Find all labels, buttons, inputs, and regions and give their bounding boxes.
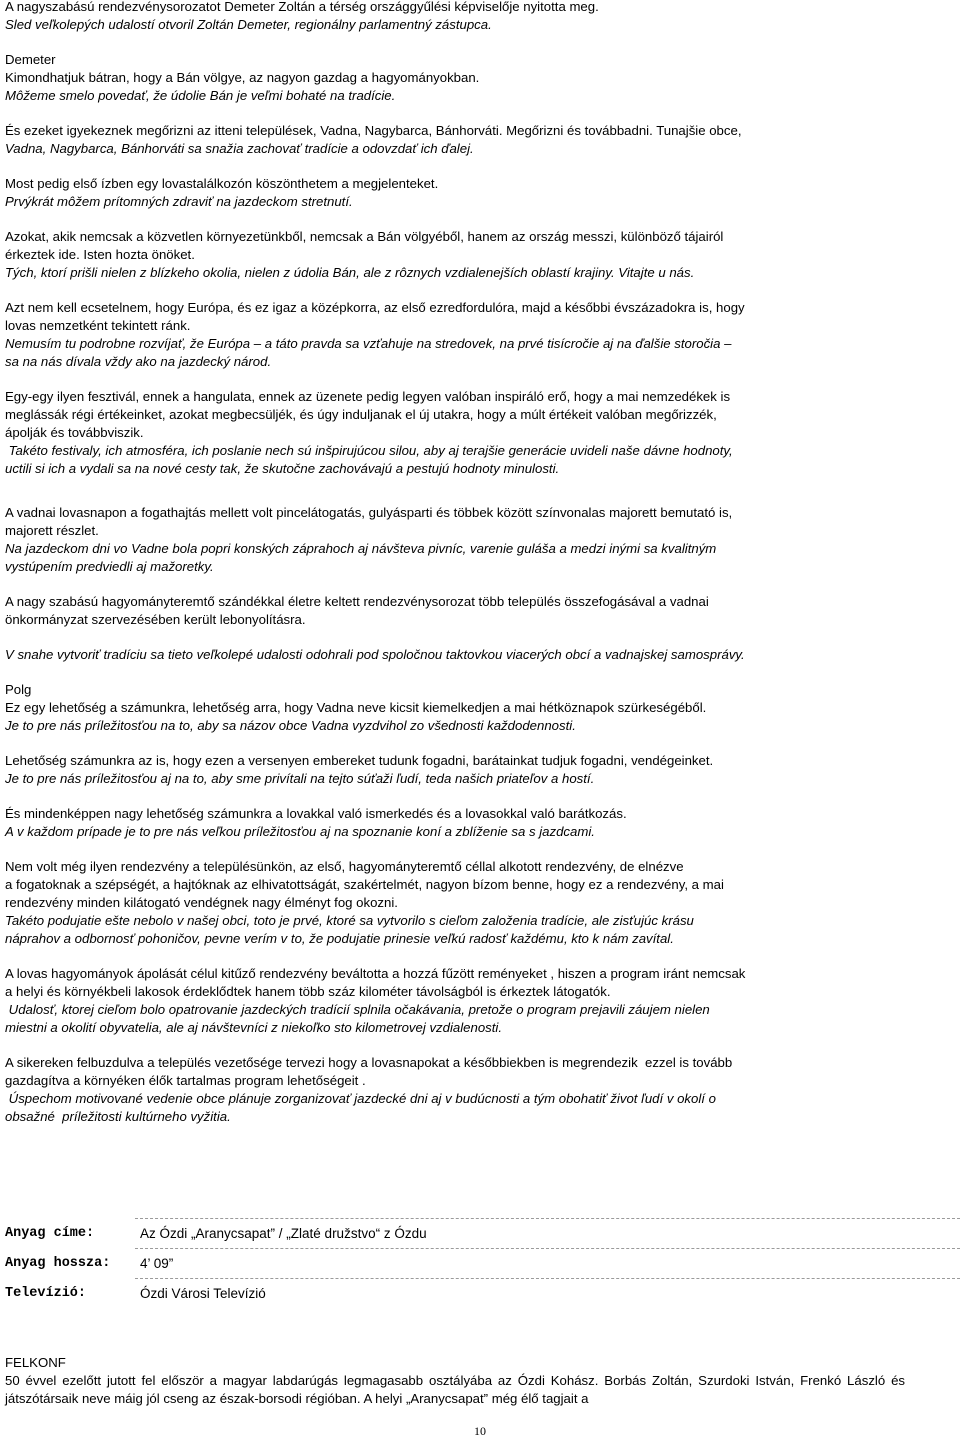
paragraph bbox=[5, 593, 905, 629]
hungarian-text-line: ápolják és továbbviszik. bbox=[5, 425, 144, 440]
hungarian-text-line: És ezeket igyekeznek megőrizni az itteni települések, Vadna, Nagybarca, Bánhorváti. Megőrizni és továbbadni. Tunajšie obce, bbox=[5, 123, 742, 138]
paragraph bbox=[5, 122, 905, 158]
felkonf-text: 50 évvel ezelőtt jutott fel először a magyar labdarúgás legmagasabb osztályába az Ózdi Kohász. Borbás Zoltán, Szurdoki István, Frenkó László és játszótársaik neve máig jól cseng az észak-borsodi régióban. A helyi „Aranycsapat” még élő tagjait a bbox=[5, 1373, 905, 1406]
television-row bbox=[5, 1278, 960, 1308]
slovak-translation-line: miestni a okolití obyvatelia, ale aj návštevníci z niekoľko sto kilometrovej vzdialenosti. bbox=[5, 1020, 503, 1035]
material-length-label: Anyag hossza: bbox=[5, 1256, 111, 1271]
slovak-translation-line: Prvýkrát môžem prítomných zdraviť na jazdeckom stretnutí. bbox=[5, 194, 353, 209]
material-info bbox=[5, 1218, 960, 1308]
hungarian-text-line: A vadnai lovasnapon a fogathajtás mellett volt pincelátogatás, gulyásparti és többek között színvonalas majorett bemutató is, bbox=[5, 505, 733, 520]
slovak-translation-line: V snahe vytvoriť tradíciu sa tieto veľkolepé udalosti odohrali pod spoločnou taktovkou viacerých obcí a vadnajskej samosprávy. bbox=[5, 647, 745, 662]
slovak-translation-line: Tých, ktorí prišli nielen z blízkeho okolia, nielen z údolia Bán, ale z rôznych vzdialenejších oblastí krajiny. Vitajte u nás. bbox=[5, 265, 695, 280]
slovak-translation-line: Vadna, Nagybarca, Bánhorváti sa snažia zachovať tradície a odovzdať ich ďalej. bbox=[5, 141, 474, 156]
material-title-value: Az Ózdi „Aranycsapat” / „Zlaté družstvo“ z Ózdu bbox=[135, 1218, 960, 1243]
hungarian-text-line: És mindenképpen nagy lehetőség számunkra a lovakkal való ismerkedés és a lovasokkal való barátkozás. bbox=[5, 806, 627, 821]
hungarian-text-line: Kimondhatjuk bátran, hogy a Bán völgye, az nagyon gazdag a hagyományokban. bbox=[5, 70, 480, 85]
hungarian-text-line: A nagy szabású hagyományteremtő szándékkal életre keltett rendezvénysorozat több település összefogásával a vadnai bbox=[5, 594, 709, 609]
hungarian-text-line: majorett részlet. bbox=[5, 523, 99, 538]
paragraph bbox=[5, 228, 905, 282]
paragraph bbox=[5, 299, 905, 371]
slovak-translation-line: sa na nás dívala vždy ako na jazdecký národ. bbox=[5, 354, 272, 369]
hungarian-text-line: Demeter bbox=[5, 52, 56, 67]
hungarian-text-line: Nem volt még ilyen rendezvény a településünkön, az első, hagyományteremtő céllal alkotott rendezvény, de elnézve bbox=[5, 859, 684, 874]
paragraph bbox=[5, 858, 905, 948]
slovak-translation-line: Na jazdeckom dni vo Vadne bola popri konských záprahoch aj návšteva pivníc, varenie guláša a medzi inými sa kvalitným bbox=[5, 541, 717, 556]
slovak-translation-line: Je to pre nás príležitosťou na to, aby sa názov obce Vadna vyzdvihol zo všednosti každodennosti. bbox=[5, 718, 576, 733]
hungarian-text-line: Polg bbox=[5, 682, 32, 697]
hungarian-text-line: a fogatoknak a szépségét, a hajtóknak az elhivatottságát, szakértelmét, nagyon bízom benne, hogy ez a rendezvény, a mai bbox=[5, 877, 724, 892]
slovak-translation-line: Úspechom motivované vedenie obce plánuje zorganizovať jazdecké dni aj v budúcnosti a tým obohatiť život ľudí v okolí o bbox=[5, 1091, 716, 1106]
hungarian-text-line: A sikereken felbuzdulva a település vezetősége tervezi hogy a lovasnapokat a későbbiekben is megrendezik ezzel is tovább bbox=[5, 1055, 733, 1070]
hungarian-text-line: gazdagítva a környéken élők tartalmas program lehetőségeit . bbox=[5, 1073, 366, 1088]
slovak-translation-line: Sled veľkolepých udalostí otvoril Zoltán Demeter, regionálny parlamentný zástupca. bbox=[5, 17, 492, 32]
television-value: Ózdi Városi Televízió bbox=[135, 1278, 960, 1303]
paragraph bbox=[5, 504, 905, 576]
hungarian-text-line: Lehetőség számunkra az is, hogy ezen a versenyen embereket tudunk fogadni, barátainkat tudjuk fogadni, vendégeinket. bbox=[5, 753, 714, 768]
hungarian-text-line: önkormányzat szervezésében került lebonyolításra. bbox=[5, 612, 306, 627]
material-length-row bbox=[5, 1248, 960, 1278]
paragraph bbox=[5, 388, 905, 478]
slovak-translation-line: Nemusím tu podrobne rozvíjať, že Európa – a táto pravda sa vzťahuje na stredovek, na prvé tisícročie aj na ďalšie storočia – bbox=[5, 336, 732, 351]
felkonf-section bbox=[5, 1354, 905, 1408]
paragraph bbox=[5, 965, 905, 1037]
television-label: Televízió: bbox=[5, 1286, 87, 1301]
hungarian-text-line: meglássák régi értékeinket, azokat megbecsüljék, és úgy induljanak el új utakra, hogy a múlt értékeit valóban megőrizzék, bbox=[5, 407, 717, 422]
hungarian-text-line: a helyi és környékbeli lakosok érdeklődtek hanem több száz kilométer távolságból is érkeztek látogatók. bbox=[5, 984, 611, 999]
slovak-translation-line: A v každom prípade je to pre nás veľkou príležitosťou aj na spoznanie koní a zblíženie sa s jazdcami. bbox=[5, 824, 595, 839]
page-number: 10 bbox=[474, 1424, 486, 1438]
hungarian-text-line: érkeztek ide. Isten hozta önöket. bbox=[5, 247, 195, 262]
hungarian-text-line: Azt nem kell ecsetelnem, hogy Európa, és ez igaz a középkorra, az első ezredfordulóra, majd a későbbi évszázadokra is, hogy bbox=[5, 300, 745, 315]
paragraph bbox=[5, 681, 905, 735]
material-title-row bbox=[5, 1218, 960, 1248]
paragraph bbox=[5, 0, 905, 34]
felkonf-heading: FELKONF bbox=[5, 1355, 66, 1370]
hungarian-text-line: lovas nemzetként tekintett ránk. bbox=[5, 318, 191, 333]
hungarian-text-line: A lovas hagyományok ápolását célul kitűző rendezvény beváltotta a hozzá fűzött reményeket , hiszen a program iránt nemcsak bbox=[5, 966, 746, 981]
hungarian-text-line: Egy-egy ilyen fesztivál, ennek a hangulata, ennek az üzenete pedig legyen valóban inspiráló erő, hogy a mai nemzedékek is bbox=[5, 389, 731, 404]
slovak-translation-line: náprahov a odbornosť pohoničov, pevne verím v to, že podujatie prinesie veľkú radosť každému, kto k nám zavítal. bbox=[5, 931, 674, 946]
slovak-translation-line: Takéto festivaly, ich atmosféra, ich poslanie nech sú inšpirujúcou silou, aby aj terajšie generácie uvideli naše dávne hodnoty, bbox=[5, 443, 733, 458]
paragraph bbox=[5, 51, 905, 105]
hungarian-text-line: Ez egy lehetőség a számunkra, lehetőség arra, hogy Vadna neve kicsit kiemelkedjen a mai hétköznapok szürkeségéből. bbox=[5, 700, 707, 715]
paragraph bbox=[5, 175, 905, 211]
paragraph bbox=[5, 752, 905, 788]
slovak-translation-line: Je to pre nás príležitosťou aj na to, aby sme privítali na tejto súťaži ľudí, teda našich priateľov a hostí. bbox=[5, 771, 595, 786]
slovak-translation-line: obsažné príležitosti kultúrneho vyžitia. bbox=[5, 1109, 231, 1124]
slovak-translation-line: Takéto podujatie ešte nebolo v našej obci, toto je prvé, ktoré sa vytvorilo s cieľom založenia tradície, ale zisťujúc krásu bbox=[5, 913, 694, 928]
hungarian-text-line: Most pedig első ízben egy lovastalálkozón köszönthetem a megjelenteket. bbox=[5, 176, 439, 191]
material-length-value: 4’ 09” bbox=[135, 1248, 960, 1273]
slovak-translation-line: Môžeme smelo povedať, že údolie Bán je veľmi bohaté na tradície. bbox=[5, 88, 396, 103]
hungarian-text-line: Azokat, akik nemcsak a közvetlen környezetünkből, nemcsak a Bán völgyéből, hanem az ország messzi, különböző tájairól bbox=[5, 229, 724, 244]
slovak-translation-line: Udalosť, ktorej cieľom bolo opatrovanie jazdeckých tradícií splnila očakávania, pretože o program prejavili záujem nielen bbox=[5, 1002, 710, 1017]
paragraph bbox=[5, 646, 905, 664]
hungarian-text-line: rendezvény minden kilátogató vendégnek nagy élményt fog okozni. bbox=[5, 895, 398, 910]
slovak-translation-line: uctili si ich a vydali sa na nové cesty tak, že skutočne zachovávajú a pestujú hodnoty minulosti. bbox=[5, 461, 560, 476]
paragraph bbox=[5, 1054, 905, 1126]
slovak-translation-line: vystúpením predviedli aj mažoretky. bbox=[5, 559, 214, 574]
paragraph bbox=[5, 805, 905, 841]
hungarian-text-line: A nagyszabású rendezvénysorozatot Demeter Zoltán a térség országgyűlési képviselője nyitotta meg. bbox=[5, 0, 599, 14]
material-title-label: Anyag címe: bbox=[5, 1226, 95, 1241]
document-body bbox=[5, 0, 905, 1143]
